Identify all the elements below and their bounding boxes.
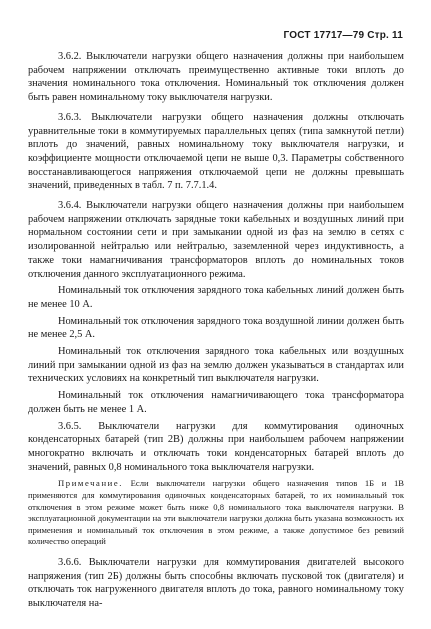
note-label: Примечание. [58,478,124,489]
note-text: Если выключатели нагрузки общего назначения типов 1Б и 1В применяются для коммутирования одиночных конденсаторных батарей, то их номинальный ток отключения в этом режиме может быть ниже 0,8 номинального тока выключателя нагрузки. В эксплуатационной документации на эти выключатели нагрузки должна быть указана возможность их применения и номинальный ток отключения в этом режиме, а также допустимое без ревизий количество операций [28,478,404,547]
paragraph-3-6-2: 3.6.2. Выключатели нагрузки общего назначения должны при наибольшем рабочем напряжении отключать преимущественно активные токи вплоть до значения номинального тока отключения. Номинальный ток отключения должен быть равен номинальному току выключателя нагрузки. [28,51,404,104]
paragraph-overhead-line-current: Номинальный ток отключения зарядного тока воздушной линии должен быть не менее 2,5 А. [28,315,404,341]
paragraph-earth-fault-current: Номинальный ток отключения зарядного тока кабельных или воздушных линий при замыкании одной из фаз на землю должен указываться в стандартах или технических условиях на конкретный тип выключателя нагрузки. [28,346,404,385]
paragraph-3-6-6: 3.6.6. Выключатели нагрузки для коммутирования двигателей высокого напряжения (тип 2Б) должны быть способны включать пусковой ток (двигателя) и отключать ток нагруженного двигателя вплоть до тока, равного номинальному току выключателя на- [28,556,404,610]
paragraph-3-6-4: 3.6.4. Выключатели нагрузки общего назначения должны при наибольшем рабочем напряжении отключать зарядные токи кабельных и воздушных линий при нормальном состоянии сети и при замыкании одной из фаз на землю в сетях с изолированной нейтралью или нейтралью, заземленной через индуктивность, а также токи намагничивания трансформаторов вплоть до номинальных токов отключения данного эксплуатационного режима. [28,200,404,280]
page-header: ГОСТ 17717—79 Стр. 11 [283,30,403,41]
paragraph-3-6-3: 3.6.3. Выключатели нагрузки общего назначения должны отключать уравнительные токи в коммутируемых параллельных цепях (типа замкнутой петли) вплоть до значений, равных номинальному току выключателя нагрузки, и коэффициенте мощности отключаемой цепи не выше 0,3. Параметры собственного восстанавливающегося напряжения отключаемой цепи не должны превышать значений, приведенных в табл. 7 п. 7.7.1.4. [28,111,404,192]
note-block [28,478,404,548]
paragraph-magnetizing-current: Номинальный ток отключения намагничивающего тока трансформатора должен быть не менее 1 А. [28,390,404,415]
paragraph-cable-line-current: Номинальный ток отключения зарядного тока кабельных линий должен быть не менее 10 А. [28,285,404,310]
document-body [28,50,404,617]
paragraph-3-6-5: 3.6.5. Выключатели нагрузки для коммутирования одиночных конденсаторных батарей (тип 2В) должны при наибольшем рабочем напряжении многократно включать и отключать токи конденсаторных батарей вплоть до значений, равных 0,8 номинального тока выключателя нагрузки. [28,420,404,473]
